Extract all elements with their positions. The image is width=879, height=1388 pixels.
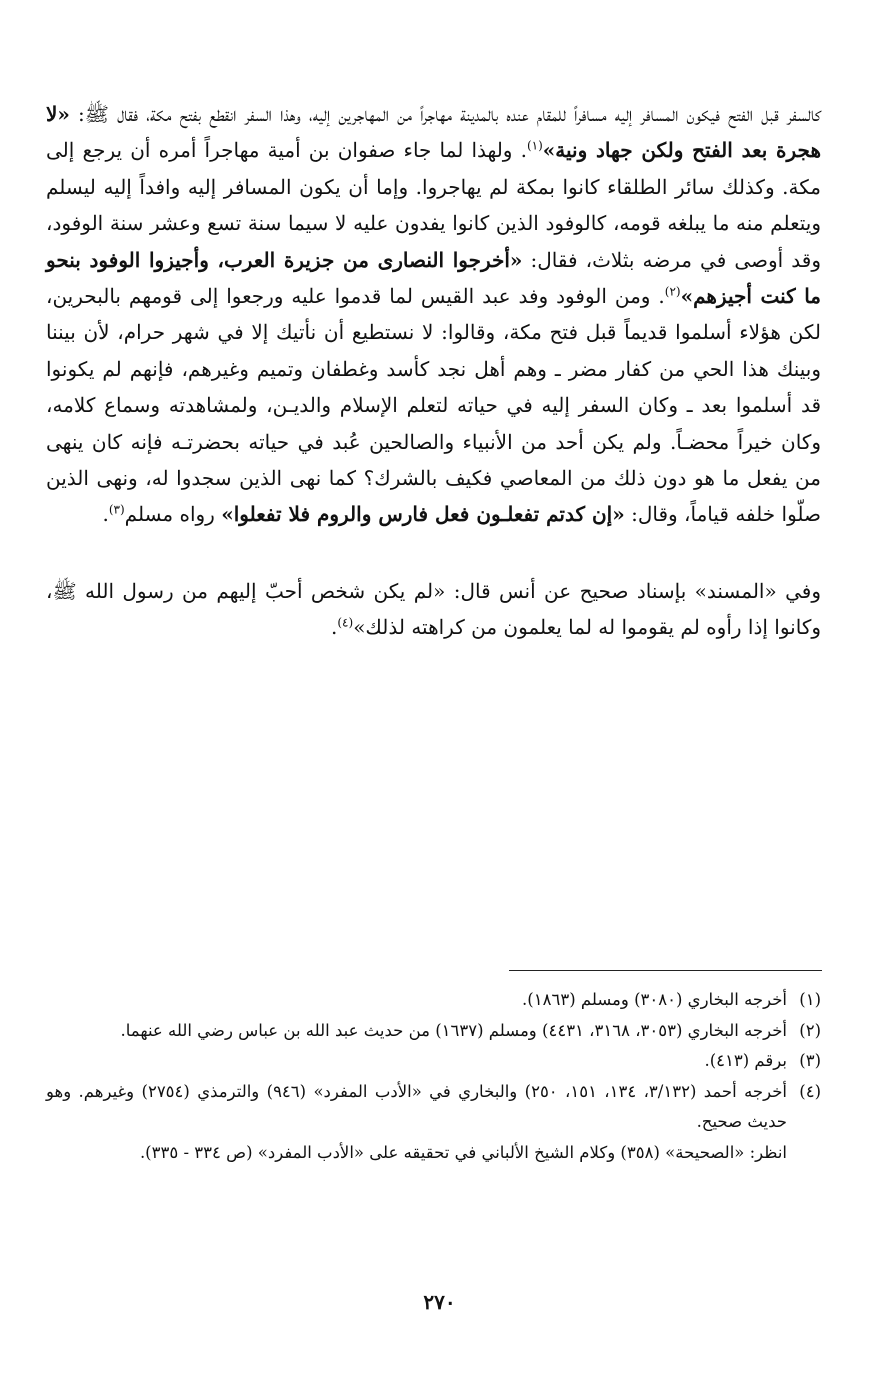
paragraph-2 [46, 573, 821, 646]
text-run: رواه مسلم [124, 502, 222, 527]
footnote-ref-3[interactable]: (٣) [108, 502, 125, 517]
hadith-quote: «لا هجرة بعد الفتح ولكن جهاد ونية» [46, 102, 822, 163]
footnote-ref-4[interactable]: (٤) [337, 615, 354, 630]
hadith-quote: «إن كدتم تفعلـون فعل فارس والروم فلا تفعلوا» [221, 502, 625, 527]
text-run: . ومن الوفود وفد عبد القيس لما قدموا عليه ورجعوا إلى قومهم بالبحرين، لكن هؤلاء أسلموا قديماً قبل فتح مكة، وقالوا: لا نستطيع أن نأتيك إلا في شهر حرام، لأن بيننا وبينك هذا الحي من كفار مضر ـ وهم أهل نجد كأسد وغطفان وتميم وغيرهم، فإنهم لم يكونوا قد أسلموا بعد ـ وكان السفر إليه في حياته لتعلم الإسلام والديـن، ولمشاهدته وسماع كلامه، وكان خيراً محضـاً. ولم يكن أحد من الأنبياء والصالحين عُبد في حياته بحضرتـه فإنه كان ينهى من يفعل ما هو دون ذلك من المعاصي فكيف بالشرك؟ كما نهى الذين سجدوا له، ونهى الذين صلّوا خلفه قياماً، وقال: [46, 284, 821, 527]
footnotes [46, 985, 821, 1168]
text-run: كالسفر قبل الفتح فيكون المسافر إليه مسافراً للمقام عنده بالمدينة مهاجراً من المهاجرين إليه، وهذا السفر انقطع بفتح مكة، فقال ﷺ: [69, 102, 821, 126]
paragraph-1 [46, 96, 821, 533]
footnote-text: أخرجه أحمد (٣/١٣٢، ١٣٤، ١٥١، ٢٥٠) والبخاري في «الأدب المفرد» (٩٤٦) والترمذي (٢٧٥٤) وغيرهم. وهو حديث صحيح. [46, 1081, 787, 1131]
text-run: وفي «المسند» بإسناد صحيح عن أنس قال: «لم يكن شخص أحبّ إليهم من رسول الله ﷺ، وكانوا إذا رأوه لم يقوموا له لما يعلمون من كراهته لذلك» [46, 578, 821, 640]
text-run: . [102, 502, 109, 527]
footnote-text: برقم (٤١٣). [704, 1051, 787, 1070]
footnote-4 [46, 1077, 821, 1138]
main-text [46, 96, 821, 646]
footnote-2 [46, 1016, 821, 1047]
footnote-number: (٣) [799, 1051, 821, 1070]
footnote-text: أخرجه البخاري (٣٠٨٠) ومسلم (١٨٦٣). [522, 990, 787, 1009]
footnote-number: (٢) [799, 1020, 821, 1040]
footnote-text: أخرجه البخاري (٣٠٥٣، ٣١٦٨، ٤٤٣١) ومسلم (١٦٣٧) من حديث عبد الله بن عباس رضي الله عنهما. [120, 1020, 787, 1040]
page-number: ٢٧٠ [423, 1290, 456, 1314]
footnote-1 [46, 985, 821, 1016]
footnote-ref-1[interactable]: (١) [526, 138, 543, 153]
footnote-ref-2[interactable]: (٢) [664, 284, 681, 299]
text-run: . [331, 615, 338, 640]
footnote-number: (١) [799, 990, 821, 1009]
text-run: . ولهذا لما جاء صفوان بن أمية مهاجراً أمره أن يرجع إلى مكة. وكذلك سائر الطلقاء كانوا بمكة لم يهاجروا. وإما أن يكون المسافر إليه وافداً إليه ليسلم ويتعلم منه ما يبلغه قومه، كالوفود الذين كانوا يفدون عليه لا سيما سنة تسع وعشر سنة الوفود، وقد أوصى في مرضه بثلاث، فقال: [46, 138, 821, 272]
hadith-quote: «أخرجوا النصارى من جزيرة العرب، وأجيزوا الوفود بنحو ما كنت أجيزهم» [46, 247, 821, 309]
footnote-number: (٤) [799, 1081, 821, 1101]
footnote-divider [509, 970, 822, 971]
footnote-4-continuation: انظر: «الصحيحة» (٣٥٨) وكلام الشيخ الألباني في تحقيقه على «الأدب المفرد» (ص ٣٣٤ - ٣٣٥). [139, 1142, 787, 1162]
footnote-3 [46, 1046, 821, 1077]
